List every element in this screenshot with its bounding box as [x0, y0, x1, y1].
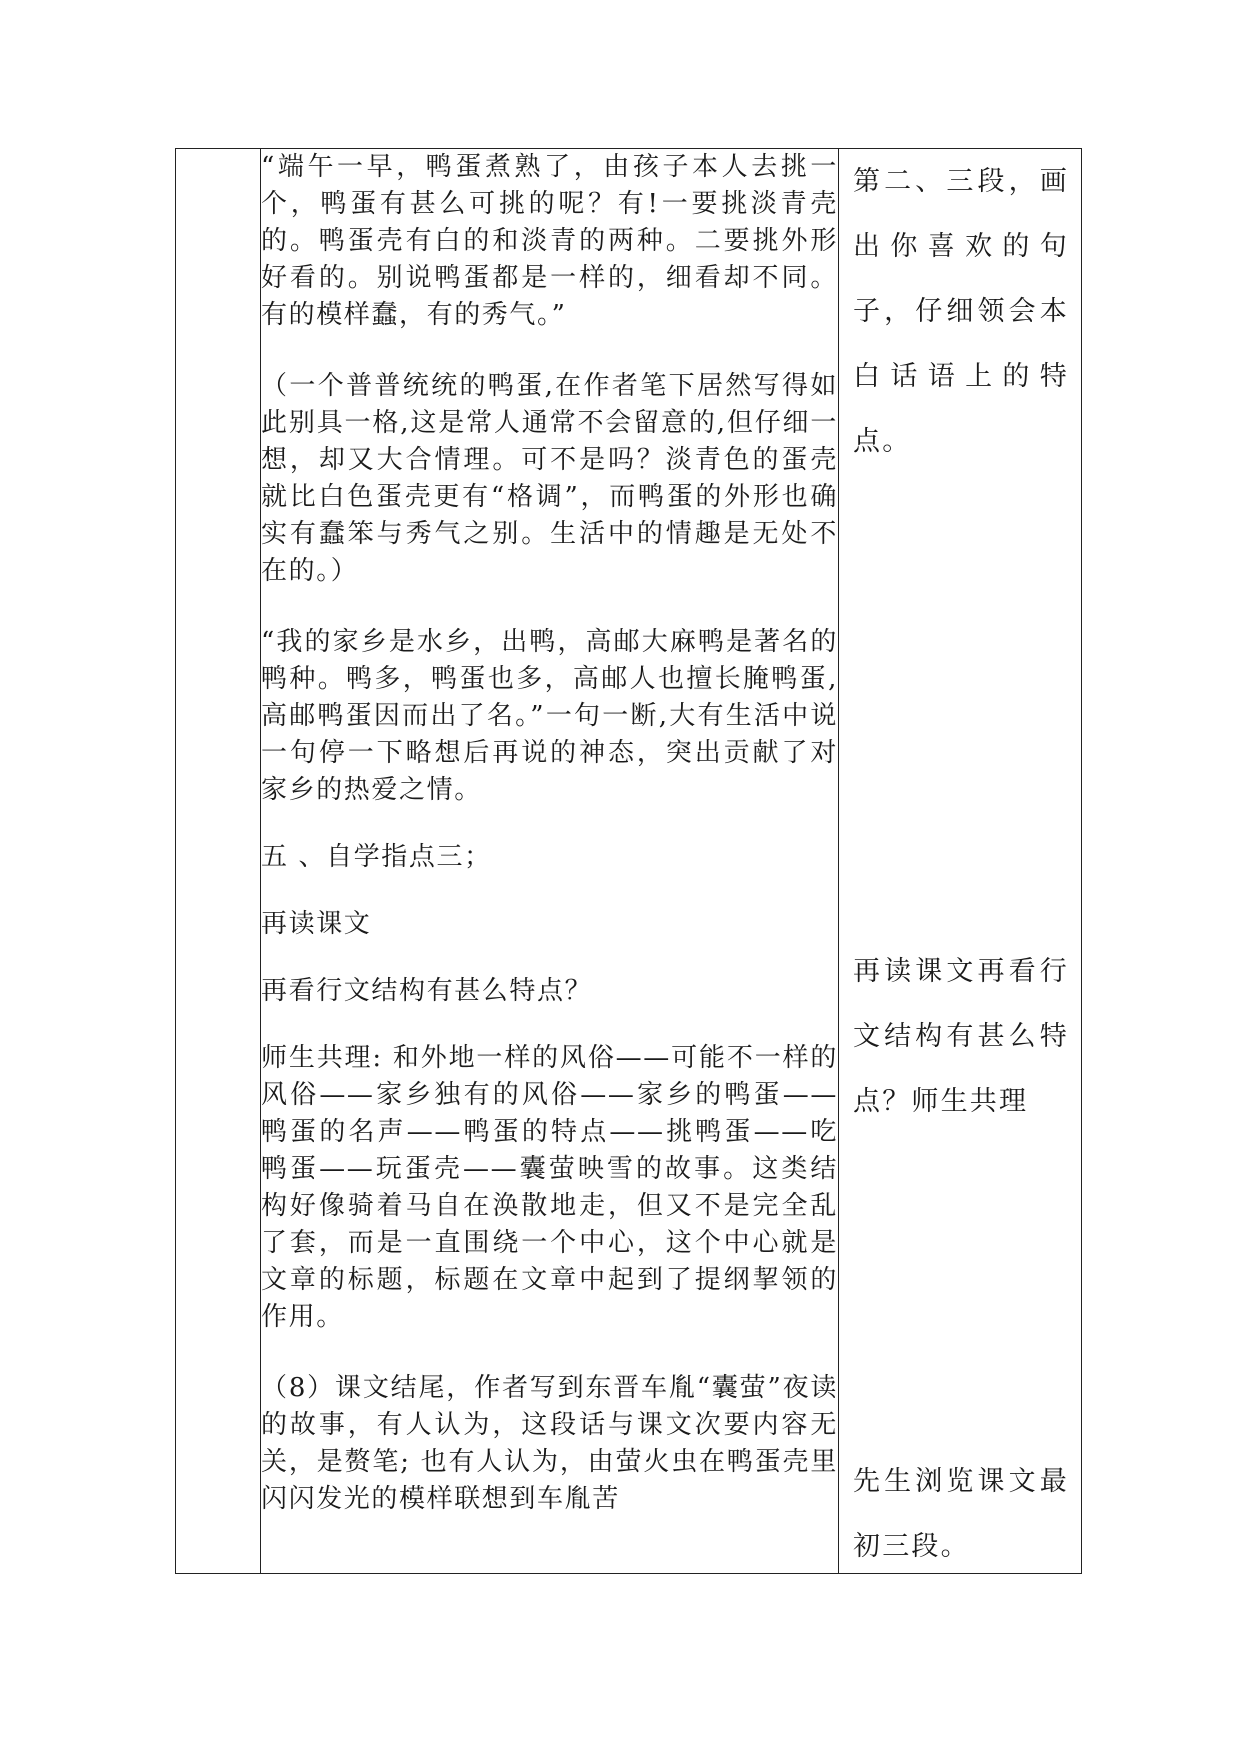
section-heading-self-study-3: 五 、自学指点三；	[261, 842, 492, 872]
structure-analysis-paragraph: 师生共理: 和外地一样的风俗——可能不一样的风俗——家乡独有的风俗——家乡的鸭蛋——鸭蛋的名声——鸭蛋的特点——挑鸭蛋——吃鸭蛋——玩蛋壳——囊萤映雪的故事。这类结构好像骑着马自在涣散地走，但又不是完全乱了套，而是一直围绕一个中心，这个中心就是文章的标题，标题在文章中起到了提纲挈领的作用。	[261, 1043, 838, 1332]
note-mark-sentences: 第二、三段，画出你喜欢的句子，仔细领会本白话语上的特点。	[853, 166, 1069, 457]
ending-discussion-paragraph: （8）课文结尾，作者写到东晋车胤“囊萤”夜读的故事，有人认为，这段话与课文次要内容无关，是赘笔; 也有人认为，由萤火虫在鸭蛋壳里闪闪发光的模样联想到车胤苦	[261, 1373, 838, 1514]
left-empty-cell	[176, 149, 261, 1574]
table-row	[176, 149, 1082, 1574]
instruction-reread: 再读课文	[261, 909, 372, 939]
commentary-paragraph: （一个普普统统的鸭蛋,在作者笔下居然写得如此别具一格,这是常人通常不会留意的,但仔细一想，却又大合情理。可不是吗？淡青色的蛋壳就比白色蛋壳更有“格调”，而鸭蛋的外形也确实有蠢笨与秀气之别。生活中的情趣是无处不在的。）	[261, 371, 838, 586]
quote-paragraph-duck-egg-picking: “端午一早，鸭蛋煮熟了，由孩子本人去挑一个，鸭蛋有甚么可挑的呢？有!一要挑淡青壳的。鸭蛋壳有白的和淡青的两种。二要挑外形好看的。别说鸭蛋都是一样的，细看却不同。有的模样蠢，有的秀气。”	[261, 152, 838, 330]
notes-cell	[839, 149, 1082, 1574]
quote-paragraph-hometown: “我的家乡是水乡，出鸭，高邮大麻鸭是著名的鸭种。鸭多，鸭蛋也多，高邮人也擅长腌鸭蛋,高邮鸭蛋因而出了名。”一句一断,大有生活中说一句停一下略想后再说的神态，突出贡献了对家乡的热爱之情。	[261, 627, 838, 805]
note-teacher-browse: 先生浏览课文最初三段。	[853, 1466, 1069, 1562]
question-structure: 再看行文结构有甚么特点？	[261, 976, 593, 1006]
note-reread-structure: 再读课文再看行文结构有甚么特点？师生共理	[853, 956, 1069, 1117]
content-cell	[261, 149, 839, 1574]
lesson-plan-table	[175, 148, 1082, 1574]
